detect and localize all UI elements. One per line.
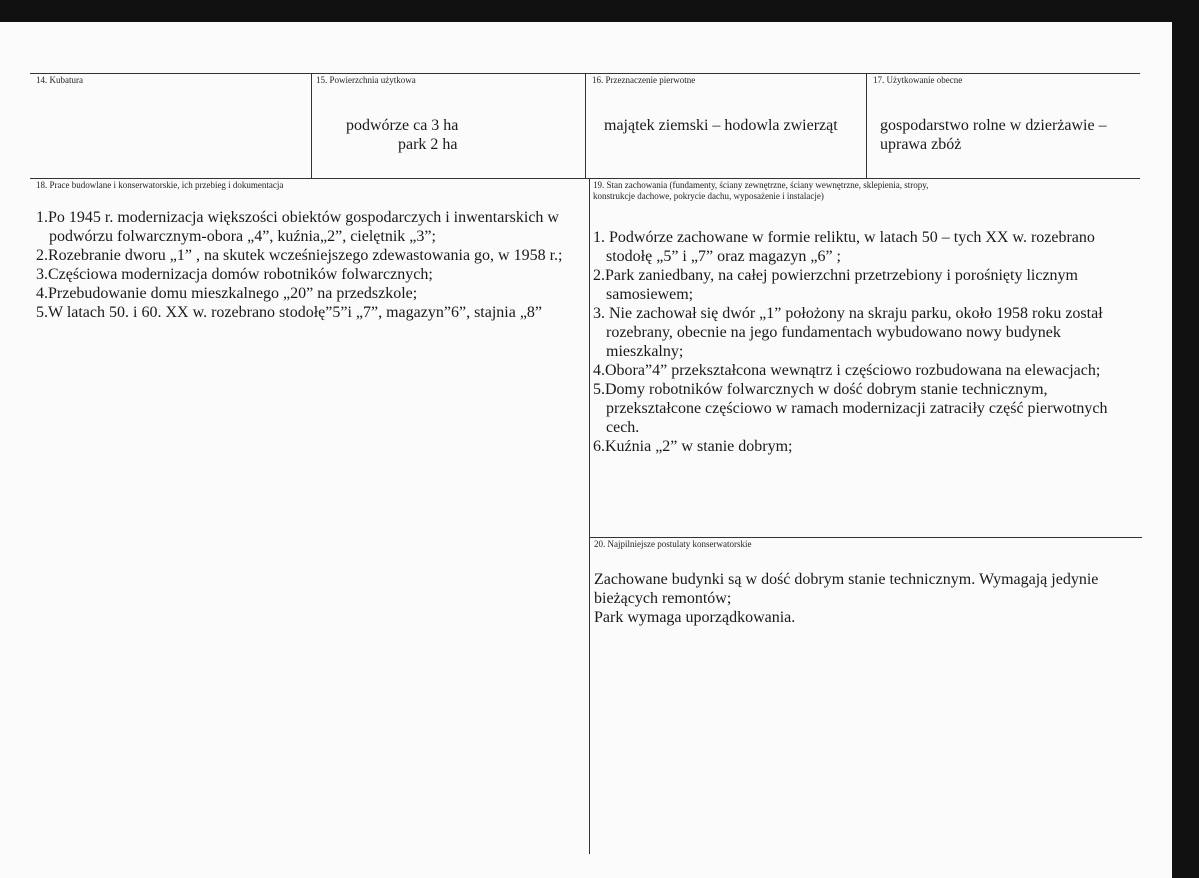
prace-item-1: 1.Po 1945 r. modernizacja większości obiektów gospodarczych i inwentarskich w podwórzu folwarcznym-obora „4”, kuźnia„2”, cielętnik „3”; <box>36 209 559 245</box>
powierzchnia-value <box>346 116 458 154</box>
uzytkowanie-line1: gospodarstwo rolne w dzierżawie – <box>880 117 1107 134</box>
stan-item-1: 1. Podwórze zachowane w formie reliktu, w latach 50 – tych XX w. rozebrano stodołę „5” i „7” oraz magazyn „6” ; <box>593 229 1095 265</box>
postulaty-list <box>594 570 1140 627</box>
rule-v3 <box>866 73 867 178</box>
prace-item-4: 4.Przebudowanie domu mieszkalnego „20” na przedszkole; <box>36 285 418 302</box>
stan-list <box>593 228 1138 456</box>
rule-section20-top <box>590 537 1142 538</box>
powierzchnia-line1: podwórze ca 3 ha <box>346 117 459 134</box>
scan-border-right <box>1172 0 1199 878</box>
prace-item-2: 2.Rozebranie dworu „1” , na skutek wcześniejszego zdewastowania go, w 1958 r.; <box>36 247 563 264</box>
uzytkowanie-line2: uprawa zbóż <box>880 136 962 153</box>
przeznaczenie-value: majątek ziemski – hodowla zwierząt <box>604 117 838 134</box>
rule-v-center <box>589 178 590 854</box>
stan-item-3: 3. Nie zachował się dwór „1” położony na skraju parku, około 1958 roku został rozebrany, obecnie na jego fundamentach wybudowano nowy budynek mieszkalny; <box>593 305 1103 360</box>
stan-label-line2: konstrukcje dachowe, pokrycie dachu, wyposażenie i instalacje) <box>593 191 824 201</box>
powierzchnia-label: 15. Powierzchnia użytkowa <box>316 75 416 85</box>
prace-list <box>36 208 584 322</box>
uzytkowanie-label: 17. Użytkowanie obecne <box>873 75 963 85</box>
stan-label <box>593 180 928 202</box>
prace-item-5: 5.W latach 50. i 60. XX w. rozebrano stodołę”5”i „7”, magazyn”6”, stajnia „8” <box>36 304 543 321</box>
stan-item-4: 4.Obora”4” przekształcona wewnątrz i częściowo rozbudowana na elewacjach; <box>593 362 1101 379</box>
postulaty-label: 20. Najpilniejsze postulaty konserwatorskie <box>594 539 752 549</box>
stan-label-line1: 19. Stan zachowania (fundamenty, ściany zewnętrzne, ściany wewnętrzne, sklepienia, stropy, <box>593 180 929 190</box>
prace-label: 18. Prace budowlane i konserwatorskie, ich przebieg i dokumentacja <box>36 180 284 190</box>
przeznaczenie-label: 16. Przeznaczenie pierwotne <box>592 75 696 85</box>
stan-item-5: 5.Domy robotników folwarcznych w dość dobrym stanie technicznym, przekształcone częściowo w ramach modernizacji zatraciły część pierwotnych cech. <box>593 381 1108 436</box>
powierzchnia-line2: park 2 ha <box>398 136 458 153</box>
postulaty-item-2: Park wymaga uporządkowania. <box>594 609 796 626</box>
stan-item-6: 6.Kuźnia „2” w stanie dobrym; <box>593 438 793 455</box>
kubatura-label: 14. Kubatura <box>36 75 83 85</box>
uzytkowanie-value <box>880 116 1107 154</box>
rule-row1-bottom <box>30 178 1140 179</box>
prace-item-3: 3.Częściowa modernizacja domów robotników folwarcznych; <box>36 266 433 283</box>
rule-v2 <box>585 73 586 178</box>
postulaty-item-1: Zachowane budynki są w dość dobrym stanie technicznym. Wymagają jedynie bieżących remontów; <box>594 571 1099 607</box>
stan-item-2: 2.Park zaniedbany, na całej powierzchni przetrzebiony i porośnięty licznym samosiewem; <box>593 267 1078 303</box>
rule-v1 <box>311 73 312 178</box>
